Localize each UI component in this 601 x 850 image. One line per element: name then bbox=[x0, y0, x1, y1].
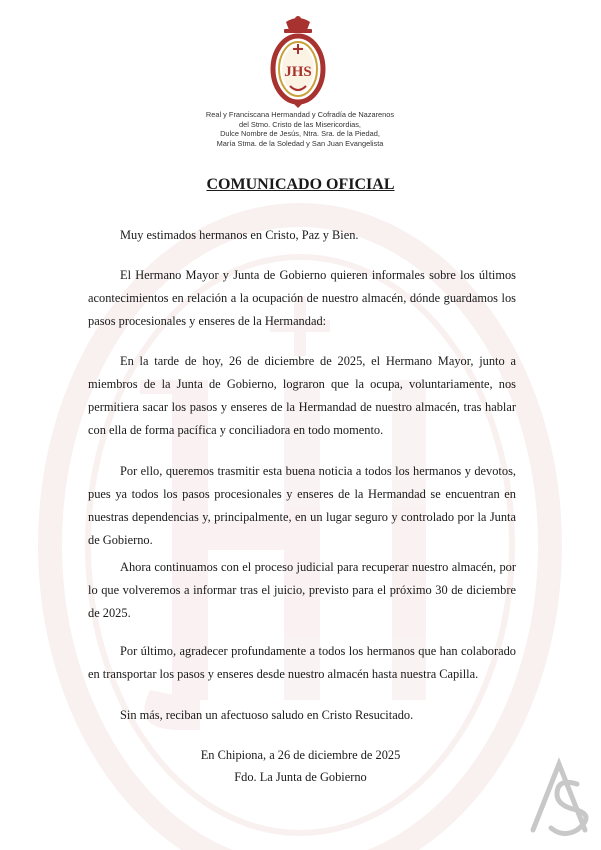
judicial-paragraph: Ahora continuamos con el proceso judicial para recuperar nuestro almacén, por lo que volveremos a informar tras el juicio, previsto para el próximo 30 de diciembre de 2025. bbox=[88, 560, 516, 620]
events-paragraph: En la tarde de hoy, 26 de diciembre de 2025, el Hermano Mayor, junto a miembros de la Junta de Gobierno, lograron que la ocupa, voluntariamente, nos permitiera sacar los pasos y enseres de la Hermandad de nuestro almacén, tras hablar con ella de forma pacífica y conciliadora en todo momento. bbox=[88, 354, 516, 437]
farewell-paragraph: Sin más, reciban un afectuoso saludo en Cristo Resucitado. bbox=[120, 708, 414, 722]
thanks-paragraph: Por último, agradecer profundamente a todos los hermanos que han colaborado en transportar los pasos y enseres desde nuestro almacén hasta nuestra Capilla. bbox=[88, 644, 516, 681]
greeting-paragraph: Muy estimados hermanos en Cristo, Paz y Bien. bbox=[120, 228, 359, 242]
brotherhood-crest-icon bbox=[262, 14, 334, 110]
crest-monogram: JHS bbox=[284, 64, 312, 80]
corner-logo-icon bbox=[523, 754, 595, 838]
institution-line: Dulce Nombre de Jesús, Ntra. Sra. de la Piedad, bbox=[220, 129, 380, 139]
news-paragraph: Por ello, queremos trasmitir esta buena noticia a todos los hermanos y devotos, pues ya todos los pasos procesionales y enseres de la Hermandad se encuentran en nuestras dependencias y, principalmente, en un lugar seguro y controlado por la Junta de Gobierno. bbox=[88, 464, 516, 547]
institution-line: María Stma. de la Soledad y San Juan Evangelista bbox=[216, 138, 384, 148]
institution-name bbox=[150, 110, 450, 148]
institution-line: del Stmo. Cristo de las Misericordias, bbox=[239, 119, 361, 129]
place-date: En Chipiona, a 26 de diciembre de 2025 bbox=[200, 748, 401, 762]
document-title: COMUNICADO OFICIAL bbox=[206, 176, 395, 193]
intro-paragraph: El Hermano Mayor y Junta de Gobierno quieren informales sobre los últimos acontecimientos en relación a la ocupación de nuestro almacén, dónde guardamos los pasos procesionales y enseres de la Hermandad: bbox=[88, 268, 516, 328]
signature: Fdo. La Junta de Gobierno bbox=[234, 770, 367, 784]
institution-line: Real y Franciscana Hermandad y Cofradía de Nazarenos bbox=[205, 110, 395, 119]
